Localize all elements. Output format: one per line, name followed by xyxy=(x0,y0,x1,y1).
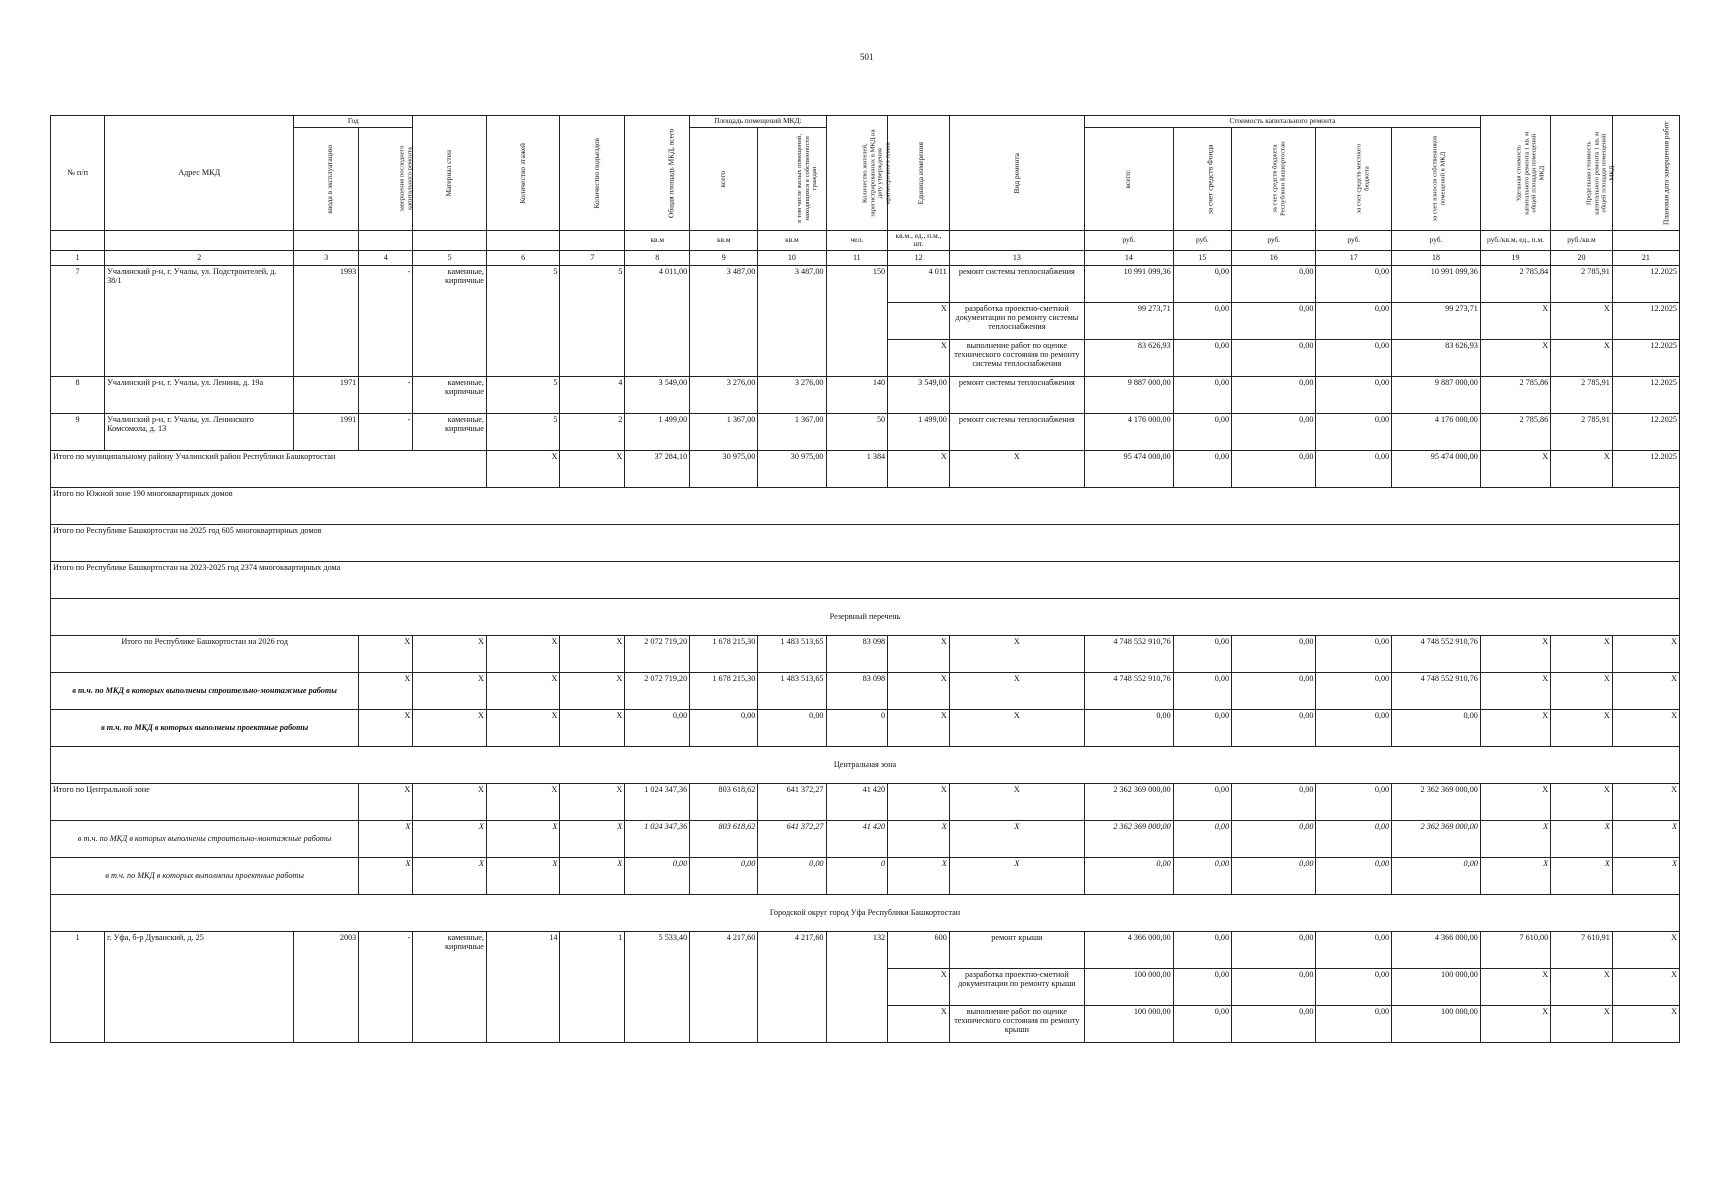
rb-2026-total-row: Итого по Республике Башкортостан на 2026 год X X X X 2 072 719,20 1 678 215,30 1 483 513,65 83 098 X X 4 748 552 910,76 0,00 0,00 0,00 4 748 552 910,76 X X X xyxy=(51,635,1680,672)
rb-2026-design-row: в т.ч. по МКД в которых выполнены проектные работы X X X X 0,00 0,00 0,00 0 X X 0,00 0,00 0,00 0,00 0,00 X X X xyxy=(51,709,1680,746)
table-row: X разработка проектно-сметной документации по ремонту крыши 100 000,00 0,00 0,00 0,00 100 000,00 X X X xyxy=(51,968,1680,1005)
header-unit-cost: Удельная стоимость капитального ремонта 1 кв. м общей площади помещений МКД xyxy=(1480,116,1550,231)
header-plan-date: Плановая дата завершения работ xyxy=(1612,116,1679,231)
header-address: Адрес МКД xyxy=(105,116,294,231)
rb-2025-total-row: Итого по Республике Башкортостан на 2025 год 605 многоквартирных домов xyxy=(51,524,1680,561)
central-design-row: в т.ч. по МКД в которых выполнены проектные работы X X X X 0,00 0,00 0,00 0 X X 0,00 0,00 0,00 0,00 0,00 X X X xyxy=(51,857,1680,894)
header-cost-group: Стоимость капитального ремонта xyxy=(1084,116,1480,128)
table-row: 8 Учалинский р-н, г. Учалы, ул. Ленина, д. 19а 1971 - каменные, кирпичные 5 4 3 549,00 3 276,00 3 276,00 140 3 549,00 ремонт системы теплоснабжения 9 887 000,00 0,00 0,00 0,00 9 887 000,00 2 785,86 2 785,91 12.2025 xyxy=(51,376,1680,413)
district-total-row: Итого по муниципальному району Учалинский район Республики Башкортостан X X 37 284,10 30 975,00 30 975,00 1 384 X X 95 474 000,00 0,00 0,00 0,00 95 474 000,00 X X 12.2025 xyxy=(51,450,1680,487)
header-area-total: всего xyxy=(690,127,758,230)
table-row: 9 Учалинский р-н, г. Учалы, ул. Ленинского Комсомола, д. 13 1991 - каменные, кирпичные 5 2 1 499,00 1 367,00 1 367,00 50 1 499,00 ремонт системы теплоснабжения 4 176 000,00 0,00 0,00 0,00 4 176 000,00 2 785,86 2 785,91 12.2025 xyxy=(51,413,1680,450)
capital-repair-table xyxy=(50,115,1680,1043)
table-row: X разработка проектно-сметной документации по ремонту системы теплоснабжения 99 273,71 0,00 0,00 0,00 99 273,71 X X 12.2025 xyxy=(51,302,1680,339)
header-material: Материал стен xyxy=(413,116,487,231)
header-premises-group: Площадь помещений МКД: xyxy=(690,116,826,128)
header-no: № п/п xyxy=(51,116,105,231)
header-cost-total: всего: xyxy=(1084,127,1173,230)
header-year-commission: ввода в эксплуатацию xyxy=(294,127,359,230)
central-zone-section-row: Центральная зона xyxy=(51,746,1680,783)
header-total-area: Общая площадь МКД, всего xyxy=(625,116,690,231)
header-floors: Количество этажей xyxy=(486,116,560,231)
table-row: 1 г. Уфа, б-р Дуванский, д. 25 2003 - каменные, кирпичные 14 1 5 533,40 4 217,60 4 217,60 132 600 ремонт крыши 4 366 000,00 0,00 0,00 0,00 4 366 000,00 7 610,00 7 610,91 X xyxy=(51,931,1680,968)
central-smr-row: в т.ч. по МКД в которых выполнены строительно-монтажные работы X X X X 1 024 347,36 803 618,62 641 372,27 41 420 X X 2 362 369 000,00 0,00 0,00 0,00 2 362 369 000,00 X X X xyxy=(51,820,1680,857)
header-unit: Единица измерения xyxy=(888,116,950,231)
header-year-last-repair: завершения последнего капитального ремонта xyxy=(359,127,413,230)
table-row: X выполнение работ по оценке технического состояния по ремонту системы теплоснабжения 83 626,93 0,00 0,00 0,00 83 626,93 X X 12.2025 xyxy=(51,339,1680,376)
header-residents: Количество жителей, зарегистрированных в МКД на дату утверждения краткосрочного плана xyxy=(826,116,888,231)
header-repair-type: Вид ремонта xyxy=(949,116,1084,231)
header-limit-cost: Предельная стоимость капитального ремонта 1 кв. м общей площади помещений МКД xyxy=(1551,116,1613,231)
header-local: за счет средств местного бюджета xyxy=(1316,127,1392,230)
rb-2023-2025-total-row: Итого по Республике Башкортостан на 2023-2025 год 2374 многоквартирных дома xyxy=(51,561,1680,598)
units-row: кв.м кв.м кв.м чел. кв.м., ед., п.м., шт. руб. руб. руб. руб. руб. руб./кв.м, ед., п.м. руб./кв.м xyxy=(51,230,1680,250)
header-entrances: Количество подъездов xyxy=(560,116,625,231)
column-numbers-row: 1 2 3 4 5 6 7 8 9 10 11 12 13 14 15 16 17 18 19 20 21 xyxy=(51,250,1680,265)
header-owners: за счет взносов собственников помещений в МКД xyxy=(1392,127,1481,230)
rb-2026-smr-row: в т.ч. по МКД в которых выполнены строительно-монтажные работы X X X X 2 072 719,20 1 678 215,30 1 483 513,65 83 098 X X 4 748 552 910,76 0,00 0,00 0,00 4 748 552 910,76 X X X xyxy=(51,672,1680,709)
header-fund: за счет средств Фонда xyxy=(1173,127,1231,230)
central-total-row: Итого по Центральной зоне X X X X 1 024 347,36 803 618,62 641 372,27 41 420 X X 2 362 369 000,00 0,00 0,00 0,00 2 362 369 000,00 X X X xyxy=(51,783,1680,820)
header-area-residents: в том числе жилых помещений, находящихся в собственности граждан xyxy=(758,127,826,230)
table-row: 7 Учалинский р-н, г. Учалы, ул. Подстроителей, д. 38/1 1993 - каменные, кирпичные 5 5 4 011,00 3 487,00 3 487,00 150 4 011 ремонт системы теплоснабжения 10 991 099,36 0,00 0,00 0,00 10 991 099,36 2 785,84 2 785,91 12.2025 xyxy=(51,265,1680,302)
header-regional: за счет средств бюджета Республики Башкортостан xyxy=(1232,127,1316,230)
page-number: 501 xyxy=(860,52,874,62)
ufa-section-row: Городской округ город Уфа Республики Башкортостан xyxy=(51,894,1680,931)
table-row: X выполнение работ по оценке технического состояния по ремонту крыши 100 000,00 0,00 0,00 0,00 100 000,00 X X X xyxy=(51,1005,1680,1042)
header-year-group: Год xyxy=(294,116,413,128)
south-zone-total-row: Итого по Южной зоне 190 многоквартирных домов xyxy=(51,487,1680,524)
reserve-section-row: Резервный перечень xyxy=(51,598,1680,635)
